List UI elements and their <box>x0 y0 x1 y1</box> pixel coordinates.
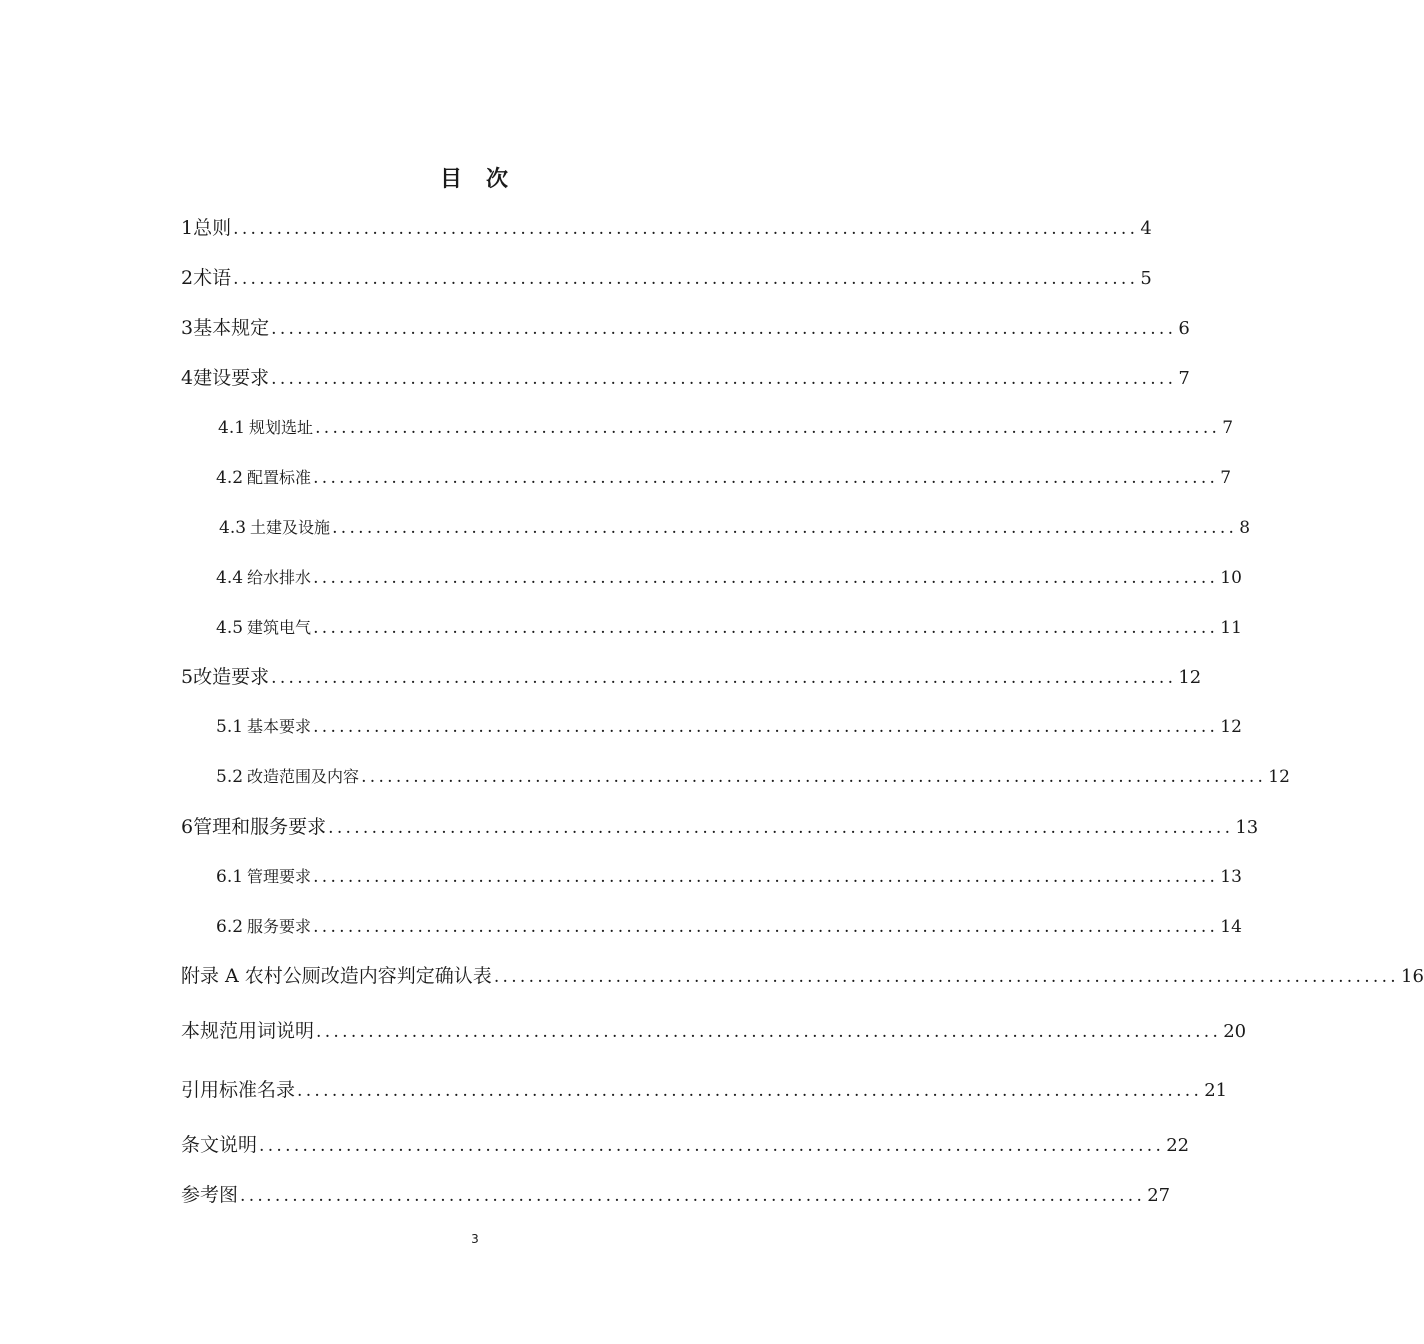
entry-label: 本规范用词说明 <box>181 1020 315 1042</box>
toc-entry-explanation[interactable] <box>181 1133 1190 1158</box>
entry-label: 配置标准 <box>247 468 312 487</box>
entry-label: 规划选址 <box>249 418 314 437</box>
dot-leader: ........................................................................................................ <box>313 468 1219 488</box>
toc-entry-4-2[interactable] <box>216 466 1232 490</box>
dot-leader: ........................................................................................................ <box>313 618 1219 638</box>
toc-entry-4-5[interactable] <box>216 616 1242 640</box>
entry-number: 1 <box>181 217 194 239</box>
toc-entry-5-1[interactable] <box>216 715 1242 739</box>
dot-leader: ........................................................................................................ <box>316 1022 1222 1042</box>
entry-page: 10 <box>1220 568 1242 588</box>
entry-page: 16 <box>1401 966 1424 987</box>
dot-leader: ........................................................................................................ <box>361 767 1267 787</box>
entry-label: 引用标准名录 <box>181 1079 296 1101</box>
entry-page: 21 <box>1204 1080 1228 1101</box>
entry-label: 服务要求 <box>247 917 312 936</box>
toc-entry-figures[interactable] <box>181 1183 1171 1208</box>
entry-label: 管理要求 <box>247 867 312 886</box>
dot-leader: ........................................................................................................ <box>271 319 1177 339</box>
toc-entry-5[interactable] <box>181 665 1202 690</box>
page-number: 3 <box>471 1232 479 1246</box>
dot-leader: ........................................................................................................ <box>271 369 1177 389</box>
entry-number: 4.1 <box>218 418 246 438</box>
entry-label: 建筑电气 <box>247 618 312 637</box>
toc-entry-3[interactable] <box>181 316 1190 341</box>
entry-number: 5.1 <box>216 717 244 737</box>
title-char-2: 次 <box>486 167 511 192</box>
toc-entry-appendix-a[interactable] <box>181 964 1424 989</box>
entry-page: 20 <box>1223 1021 1247 1042</box>
dot-leader: ........................................................................................................ <box>313 917 1219 937</box>
toc-entry-5-2[interactable] <box>216 765 1290 789</box>
entry-label: 基本规定 <box>193 317 270 339</box>
entry-number: 6.1 <box>216 867 244 887</box>
entry-page: 12 <box>1178 667 1202 688</box>
entry-number: 4 <box>181 367 194 389</box>
entry-page: 11 <box>1220 618 1242 638</box>
dot-leader: ........................................................................................................ <box>493 967 1400 987</box>
entry-label: 条文说明 <box>181 1134 258 1156</box>
page-title <box>0 162 950 193</box>
dot-leader: ........................................................................................................ <box>328 818 1234 838</box>
entry-label: 改造要求 <box>193 666 270 688</box>
toc-entry-6[interactable] <box>181 815 1259 840</box>
entry-label: 管理和服务要求 <box>193 816 327 838</box>
dot-leader: ........................................................................................................ <box>233 269 1139 289</box>
entry-label: 改造范围及内容 <box>247 767 360 786</box>
entry-page: 27 <box>1147 1185 1171 1206</box>
entry-label: 总则 <box>193 217 232 239</box>
entry-page: 13 <box>1220 867 1242 887</box>
toc-entry-2[interactable] <box>181 266 1152 291</box>
entry-page: 12 <box>1220 717 1242 737</box>
dot-leader: ........................................................................................................ <box>313 568 1219 588</box>
dot-leader: ........................................................................................................ <box>233 219 1139 239</box>
entry-label: 基本要求 <box>247 717 312 736</box>
toc-entry-references[interactable] <box>181 1078 1228 1103</box>
entry-number: 4.4 <box>216 568 244 588</box>
toc-entry-6-1[interactable] <box>216 865 1242 889</box>
entry-number: 4.2 <box>216 468 244 488</box>
entry-label: 附录 A 农村公厕改造内容判定确认表 <box>181 965 492 987</box>
dot-leader: ........................................................................................................ <box>315 418 1221 438</box>
toc-entry-4-3[interactable] <box>219 516 1251 540</box>
title-char-1: 目 <box>439 167 464 192</box>
entry-number: 4.5 <box>216 618 244 638</box>
entry-label: 给水排水 <box>247 568 312 587</box>
toc-entry-1[interactable] <box>181 216 1152 241</box>
dot-leader: ........................................................................................................ <box>313 717 1219 737</box>
entry-page: 6 <box>1178 318 1190 339</box>
entry-page: 13 <box>1235 817 1259 838</box>
dot-leader: ........................................................................................................ <box>297 1081 1203 1101</box>
toc-entry-4-1[interactable] <box>218 416 1234 440</box>
entry-label: 参考图 <box>181 1184 239 1206</box>
entry-number: 5 <box>181 666 194 688</box>
entry-number: 4.3 <box>219 518 247 538</box>
toc-entry-wording[interactable] <box>181 1019 1247 1044</box>
toc-entry-6-2[interactable] <box>216 915 1242 939</box>
dot-leader: ........................................................................................................ <box>240 1186 1146 1206</box>
toc-entry-4-4[interactable] <box>216 566 1242 590</box>
dot-leader: ........................................................................................................ <box>271 668 1177 688</box>
entry-page: 7 <box>1220 468 1232 488</box>
entry-label: 建设要求 <box>193 367 270 389</box>
entry-number: 2 <box>181 267 194 289</box>
entry-page: 7 <box>1178 368 1190 389</box>
entry-label: 术语 <box>193 267 232 289</box>
dot-leader: ........................................................................................................ <box>313 867 1219 887</box>
entry-number: 3 <box>181 317 194 339</box>
entry-page: 7 <box>1222 418 1234 438</box>
entry-label: 土建及设施 <box>250 518 331 537</box>
entry-number: 5.2 <box>216 767 244 787</box>
entry-page: 5 <box>1140 268 1152 289</box>
entry-page: 8 <box>1239 518 1251 538</box>
entry-page: 14 <box>1220 917 1242 937</box>
entry-page: 22 <box>1166 1135 1190 1156</box>
entry-page: 4 <box>1140 218 1152 239</box>
toc-entry-4[interactable] <box>181 366 1190 391</box>
entry-number: 6.2 <box>216 917 244 937</box>
entry-page: 12 <box>1268 767 1290 787</box>
dot-leader: ........................................................................................................ <box>332 518 1238 538</box>
dot-leader: ........................................................................................................ <box>259 1136 1165 1156</box>
entry-number: 6 <box>181 816 194 838</box>
